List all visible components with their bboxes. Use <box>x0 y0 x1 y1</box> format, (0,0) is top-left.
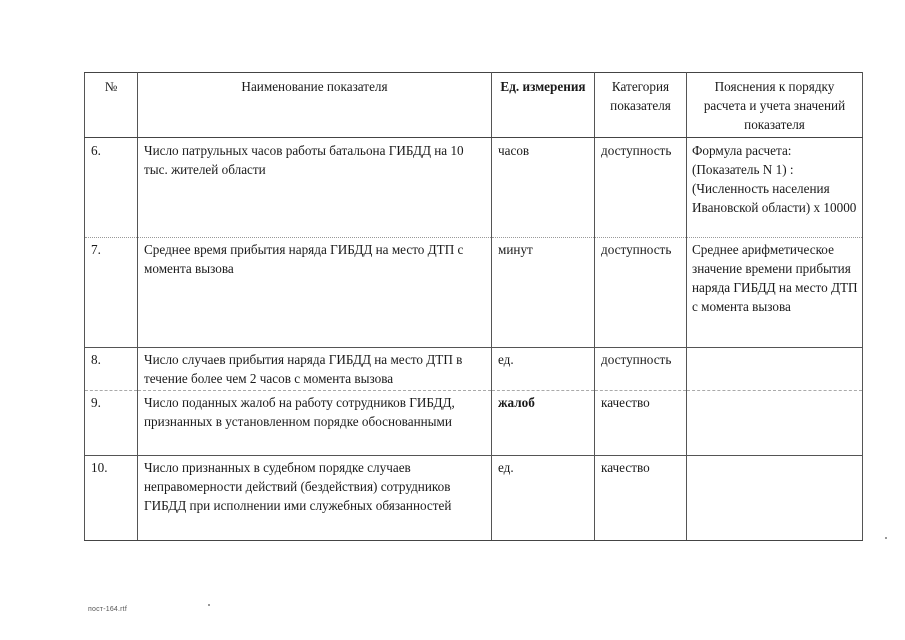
header-indicator-name: Наименование показателя <box>138 73 492 138</box>
row-unit: минут <box>492 238 595 348</box>
row-number: 10. <box>85 456 138 541</box>
row-explanation: Формула расчета: (Показатель N 1) : (Численность населения Ивановской области) х 10000 <box>687 138 863 238</box>
row-indicator-name: Число поданных жалоб на работу сотрудников ГИБДД, признанных в установленном порядке обоснованными <box>138 391 492 456</box>
row-unit: часов <box>492 138 595 238</box>
row-unit: ед. <box>492 348 595 391</box>
row-category: доступность <box>595 138 687 238</box>
row-explanation <box>687 348 863 391</box>
row-explanation <box>687 456 863 541</box>
row-category: доступность <box>595 238 687 348</box>
row-indicator-name: Число случаев прибытия наряда ГИБДД на место ДТП в течение более чем 2 часов с момента вызова <box>138 348 492 391</box>
footer-file-reference: пост-164.rtf <box>88 606 127 613</box>
row-explanation <box>687 391 863 456</box>
table-row <box>85 391 863 456</box>
row-indicator-name: Число признанных в судебном порядке случаев неправомерности действий (бездействия) сотрудников ГИБДД при исполнении ими служебных обязанностей <box>138 456 492 541</box>
scan-speck <box>885 537 887 539</box>
row-category: качество <box>595 456 687 541</box>
table-row <box>85 348 863 391</box>
row-category: доступность <box>595 348 687 391</box>
row-unit: ед. <box>492 456 595 541</box>
header-number: № <box>85 73 138 138</box>
row-number: 9. <box>85 391 138 456</box>
row-number: 7. <box>85 238 138 348</box>
header-explanation: Пояснения к порядку расчета и учета значений показателя <box>687 73 863 138</box>
table-row <box>85 238 863 348</box>
scan-speck <box>208 604 210 606</box>
table-row <box>85 138 863 238</box>
indicators-table <box>84 72 863 541</box>
row-category: качество <box>595 391 687 456</box>
row-number: 6. <box>85 138 138 238</box>
header-category: Категория показателя <box>595 73 687 138</box>
row-explanation: Среднее арифметическое значение времени прибытия наряда ГИБДД на место ДТП с момента вызова <box>687 238 863 348</box>
header-unit: Ед. измерения <box>492 73 595 138</box>
table-row <box>85 456 863 541</box>
row-indicator-name: Среднее время прибытия наряда ГИБДД на место ДТП с момента вызова <box>138 238 492 348</box>
row-unit: жалоб <box>492 391 595 456</box>
table-header-row <box>85 73 863 138</box>
row-number: 8. <box>85 348 138 391</box>
row-indicator-name: Число патрульных часов работы батальона ГИБДД на 10 тыс. жителей области <box>138 138 492 238</box>
